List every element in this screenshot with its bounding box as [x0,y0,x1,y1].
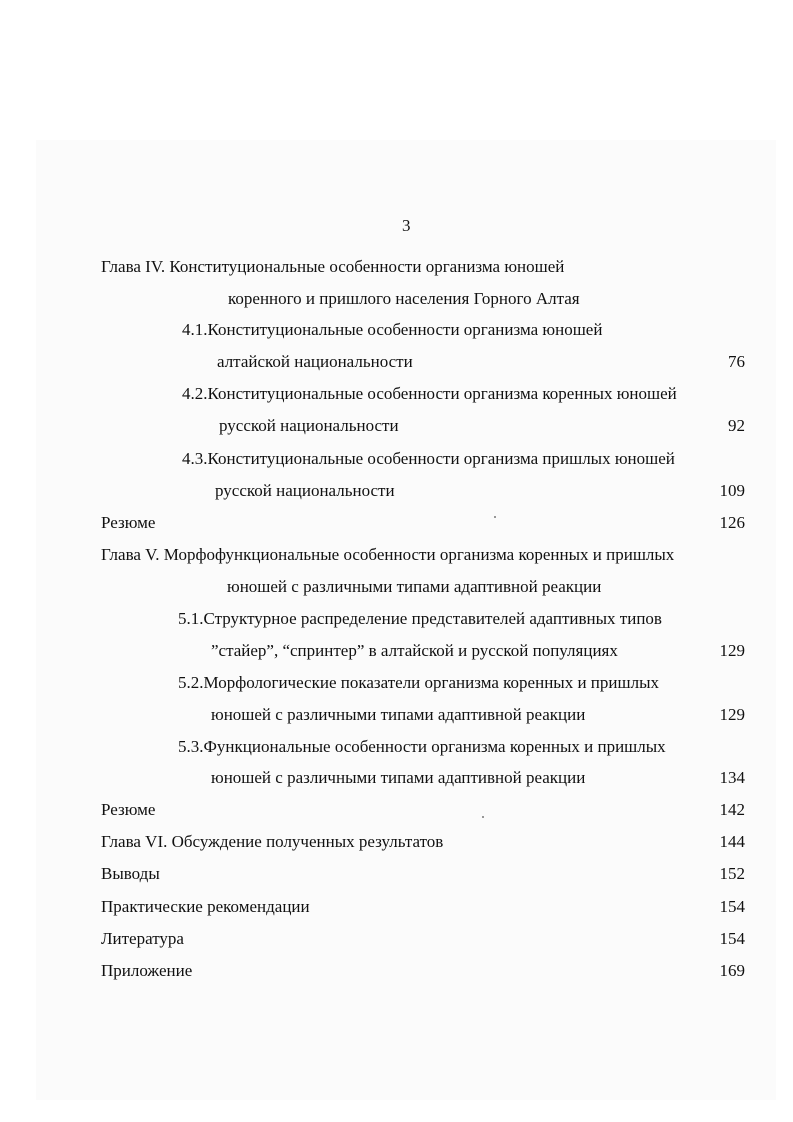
toc-entry-page: 126 [719,513,745,532]
page-number: 3 [402,216,411,235]
toc-entry-text: алтайской национальности [217,352,413,371]
toc-entry-text: 5.2.Морфологические показатели организма коренных и пришлых [178,673,659,692]
toc-entry-text: юношей с различными типами адаптивной реакции [227,577,602,596]
scan-speck [482,816,484,818]
toc-entry-text: коренного и пришлого населения Горного Алтая [228,289,580,308]
toc-entry-text: Выводы [101,864,160,883]
toc-entry-page: 76 [728,352,745,371]
toc-entry-text: 4.1.Конституциональные особенности организма юношей [182,320,603,339]
toc-entry-page: 154 [719,897,745,916]
toc-entry-text: 4.3.Конституциональные особенности организма пришлых юношей [182,449,675,468]
scan-speck [494,516,496,518]
toc-entry-page: 109 [719,481,745,500]
toc-entry-page: 152 [719,864,745,883]
toc-entry-text: Глава V. Морфофункциональные особенности организма коренных и пришлых [101,545,675,564]
toc-entry-page: 154 [719,929,745,948]
toc-entry-page: 129 [719,641,745,660]
toc-entry-text: юношей с различными типами адаптивной реакции [211,705,586,724]
toc-entry-text: Литература [101,929,184,948]
toc-entry-text: Резюме [101,513,156,532]
toc-entry-text: ”стайер”, “спринтер” в алтайской и русской популяциях [211,641,618,660]
toc-entry-page: 92 [728,416,745,435]
toc-entry-page: 134 [719,768,745,787]
toc-entry-text: Глава VI. Обсуждение полученных результатов [101,832,444,851]
toc-entry-page: 169 [719,961,745,980]
toc-entry-page: 144 [719,832,745,851]
toc-entry-text: 4.2.Конституциональные особенности организма коренных юношей [182,384,677,403]
toc-entry-text: русской национальности [215,481,395,500]
toc-entry-text: 5.1.Структурное распределение представителей адаптивных типов [178,609,662,628]
toc-entry-page: 142 [719,800,745,819]
toc-entry-text: Приложение [101,961,193,980]
toc-entry-text: Резюме [101,800,156,819]
toc-entry-text: русской национальности [219,416,399,435]
toc-entry-text: юношей с различными типами адаптивной реакции [211,768,586,787]
toc-entry-text: Практические рекомендации [101,897,310,916]
toc-entry-page: 129 [719,705,745,724]
toc-entry-text: Глава IV. Конституциональные особенности организма юношей [101,257,565,276]
toc-entry-text: 5.3.Функциональные особенности организма коренных и пришлых [178,737,666,756]
